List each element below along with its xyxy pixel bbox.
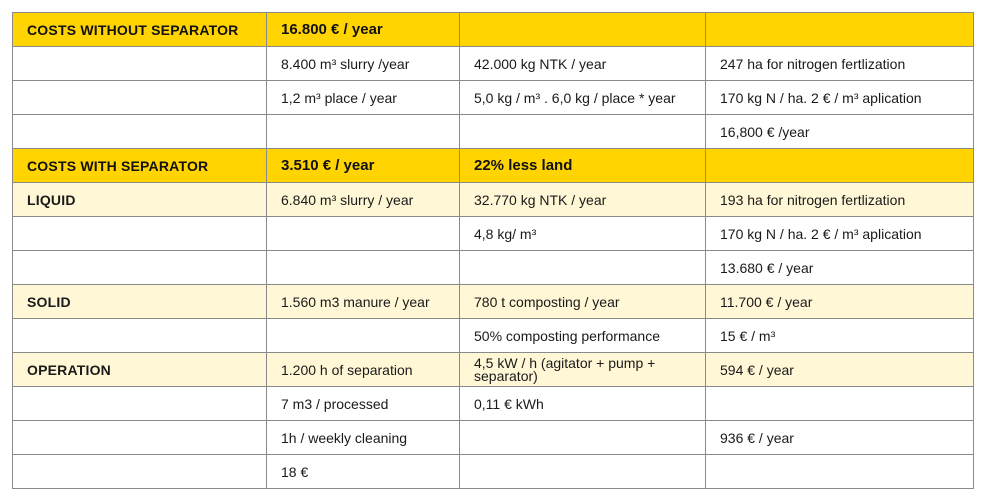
table-row	[13, 251, 974, 285]
total-cost: 16.800 € / year	[267, 13, 460, 47]
table-cell	[13, 251, 267, 285]
table-cell: 7 m3 / processed	[267, 387, 460, 421]
table-cell: 15 € / m³	[706, 319, 974, 353]
table-cell: 16,800 € /year	[706, 115, 974, 149]
table-cell: 1h / weekly cleaning	[267, 421, 460, 455]
cost-comparison-table-container	[12, 12, 974, 489]
table-cell: 42.000 kg NTK / year	[460, 47, 706, 81]
table-cell	[13, 47, 267, 81]
subsection-row-operation	[13, 353, 974, 387]
cost-comparison-table	[12, 12, 974, 489]
table-cell	[13, 319, 267, 353]
table-cell: 32.770 kg NTK / year	[460, 183, 706, 217]
table-cell	[267, 319, 460, 353]
table-cell	[460, 13, 706, 47]
total-cost: 3.510 € / year	[267, 149, 460, 183]
table-row	[13, 319, 974, 353]
subsection-label: OPERATION	[13, 353, 267, 387]
subsection-row-solid	[13, 285, 974, 319]
table-cell: 50% composting performance	[460, 319, 706, 353]
table-cell: 247 ha for nitrogen fertlization	[706, 47, 974, 81]
table-cell: 936 € / year	[706, 421, 974, 455]
section-title: COSTS WITHOUT SEPARATOR	[13, 13, 267, 47]
land-saving: 22% less land	[460, 149, 706, 183]
table-cell: 4,8 kg/ m³	[460, 217, 706, 251]
table-cell	[13, 455, 267, 489]
table-cell: 1.560 m3 manure / year	[267, 285, 460, 319]
table-row	[13, 81, 974, 115]
section-title: COSTS WITH SEPARATOR	[13, 149, 267, 183]
table-row	[13, 387, 974, 421]
table-cell: 18 €	[267, 455, 460, 489]
table-row	[13, 455, 974, 489]
header-row-costs-with-separator	[13, 149, 974, 183]
table-cell	[13, 81, 267, 115]
table-cell	[460, 455, 706, 489]
table-cell	[460, 251, 706, 285]
table-cell: 170 kg N / ha. 2 € / m³ aplication	[706, 81, 974, 115]
table-cell	[13, 217, 267, 251]
table-cell	[706, 387, 974, 421]
table-cell: 780 t composting / year	[460, 285, 706, 319]
table-cell: 0,11 € kWh	[460, 387, 706, 421]
table-cell: 13.680 € / year	[706, 251, 974, 285]
table-row	[13, 217, 974, 251]
table-cell: 1.200 h of separation	[267, 353, 460, 387]
table-cell: 8.400 m³ slurry /year	[267, 47, 460, 81]
table-cell: 1,2 m³ place / year	[267, 81, 460, 115]
table-cell	[460, 421, 706, 455]
subsection-label: LIQUID	[13, 183, 267, 217]
table-row	[13, 115, 974, 149]
table-cell: 5,0 kg / m³ . 6,0 kg / place * year	[460, 81, 706, 115]
table-row	[13, 421, 974, 455]
table-cell	[13, 115, 267, 149]
table-cell	[706, 149, 974, 183]
table-cell	[267, 251, 460, 285]
table-cell: 11.700 € / year	[706, 285, 974, 319]
table-cell: 594 € / year	[706, 353, 974, 387]
subsection-label: SOLID	[13, 285, 267, 319]
table-cell	[13, 421, 267, 455]
table-cell	[267, 115, 460, 149]
table-cell: 170 kg N / ha. 2 € / m³ aplication	[706, 217, 974, 251]
table-cell-wrapped: 4,5 kW / h (agitator + pump + separator)	[460, 353, 706, 387]
table-cell: 193 ha for nitrogen fertlization	[706, 183, 974, 217]
table-cell	[267, 217, 460, 251]
table-cell	[13, 387, 267, 421]
table-cell	[460, 115, 706, 149]
table-cell: 6.840 m³ slurry / year	[267, 183, 460, 217]
table-cell	[706, 13, 974, 47]
subsection-row-liquid	[13, 183, 974, 217]
header-row-costs-without-separator	[13, 13, 974, 47]
table-row	[13, 47, 974, 81]
table-cell	[706, 455, 974, 489]
